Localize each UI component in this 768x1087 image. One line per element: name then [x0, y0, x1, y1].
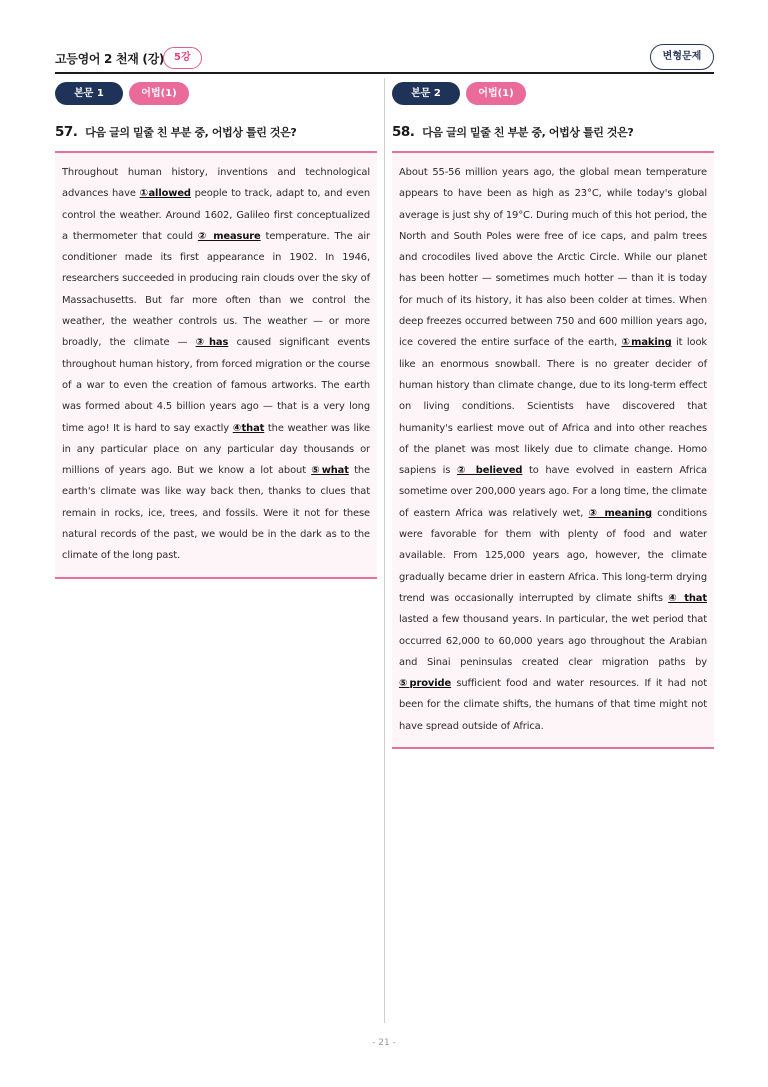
passage-text: the earth's climate was like way back then, thanks to clues that remain in rocks, ice, trees, and fossils. Were it not for these natural records of the past, we would be in the dark as to the climate of the long past. [62, 465, 370, 562]
left-tags [55, 82, 377, 106]
passage-box [392, 151, 714, 749]
underlined-choice: ⑤provide [399, 678, 452, 690]
worksheet-type-badge: 변형문제 [650, 44, 714, 70]
underlined-choice: ④that [232, 422, 265, 434]
right-tags [392, 82, 714, 106]
underlined-choice: ③ meaning [588, 507, 652, 519]
passage-text: it look like an enormous snowball. There is no greater decider of human history than climate change, due to its long-term effect on living conditions. Scientists have discovered that humanity's earliest move out of Africa and into other reaches of the planet was most likely due to climate change. Homo sapiens is [399, 337, 708, 477]
underlined-choice: ③has [195, 337, 229, 349]
lesson-badge: 5강 [163, 47, 202, 69]
question-58 [392, 124, 714, 144]
section-tag: 본문 2 [392, 82, 460, 105]
passage-box [55, 151, 377, 579]
category-tag: 어법(1) [129, 82, 189, 105]
underlined-choice: ④ that [668, 592, 707, 604]
passage-text: sufficient food and water resources. If it had not been for the climate shifts, the humans of that time might not have spread outside of Africa. [399, 678, 707, 732]
question-number: 57. [55, 124, 78, 140]
underlined-choice: ①allowed [139, 188, 191, 200]
question-number: 58. [392, 124, 415, 140]
page-header [55, 44, 714, 72]
passage-text: caused significant events throughout human history, from forced migration or the course of a war to even the creation of famous artworks. The earth was formed about 4.5 billion years ago — that is a very long time ago! It is hard to say exactly [62, 337, 370, 434]
passage-text: temperature. The air conditioner made its first appearance in 1902. In 1946, researchers succeeded in producing rain clouds over the sky of Massachusetts. But far more often than we control the weather, the weather controls us. The weather — or more broadly, the climate — [62, 230, 371, 349]
book-title: 고등영어 2 천재 (강) [55, 52, 165, 66]
left-column [55, 82, 377, 579]
question-text: 다음 글의 밑줄 친 부분 중, 어법상 틀린 것은? [85, 126, 297, 139]
passage-text: the weather was like in any particular place on any particular day thousands or millions of years ago. But we know a lot about [62, 422, 370, 477]
passage-text: conditions were favorable for them with plenty of food and water available. From 125,000 years ago, however, the climate gradually became drier in eastern Africa. This long-term drying trend was occasionally interrupted by climate shifts [399, 507, 707, 604]
question-text: 다음 글의 밑줄 친 부분 중, 어법상 틀린 것은? [422, 126, 634, 139]
passage-text: lasted a few thousand years. In particular, the wet period that occurred 62,000 to 60,000 years ago throughout the Arabian and Sinai peninsulas created clear migration paths by [399, 614, 707, 668]
passage-text: to have evolved in eastern Africa sometime over 200,000 years ago. For a long time, the climate of eastern Africa was relatively wet, [399, 465, 707, 519]
page-number: - 21 - [372, 1038, 396, 1048]
passage-text: About 55-56 million years ago, the global mean temperature appears to have been as high as 23°C, while today's global average is just shy of 19°C. During much of this hot period, the North and South Poles were free of ice caps, and palm trees and crocodiles lived above the Arctic Circle. While our planet has been hotter — sometimes much hotter — than it is today for much of its history, it has also been colder at times. When deep freezes occurred between 750 and 600 million years ago, ice covered the entire surface of the earth, [399, 167, 707, 349]
underlined-choice: ①making [621, 337, 672, 349]
passage-text: Throughout human history, inventions and technological advances have [62, 167, 370, 200]
underlined-choice: ② measure [197, 230, 261, 242]
category-tag: 어법(1) [466, 82, 526, 105]
question-57 [55, 124, 377, 144]
underlined-choice: ② believed [456, 465, 523, 477]
section-tag: 본문 1 [55, 82, 123, 105]
underlined-choice: ⑤what [311, 465, 349, 477]
column-divider [384, 78, 385, 1023]
header-rule [55, 72, 714, 74]
passage-text: people to track, adapt to, and even control the weather. Around 1602, Galileo first conceptualized a thermometer that could [62, 188, 370, 242]
right-column [392, 82, 714, 749]
